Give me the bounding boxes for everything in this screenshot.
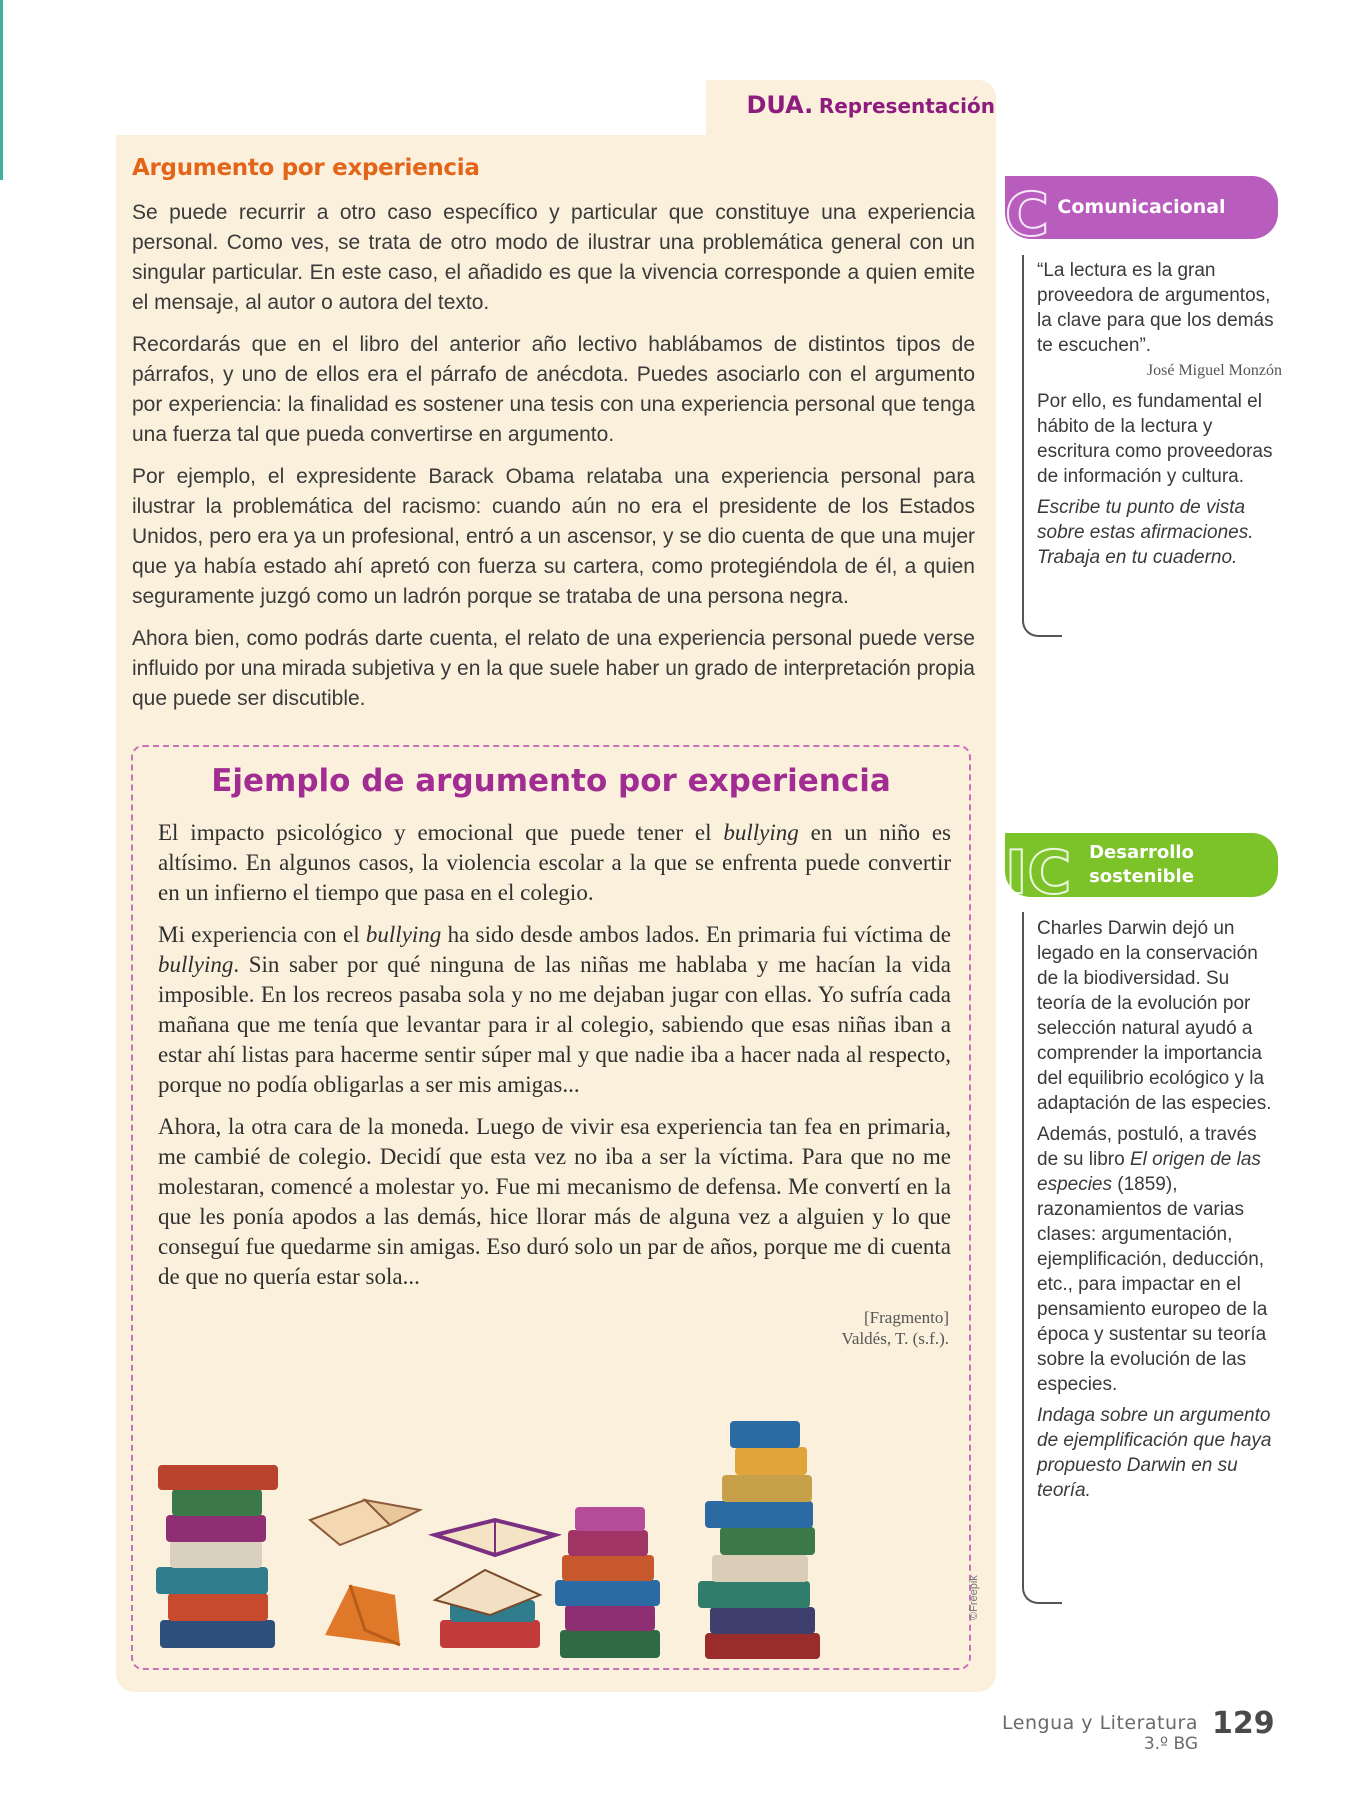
emphasis: bullying: [158, 952, 234, 977]
footer-subject: Lengua y Literatura: [1002, 1712, 1198, 1734]
comunicacional-text: [1037, 258, 1282, 576]
emphasis: bullying: [365, 922, 442, 947]
image-credit: ©Freepik: [968, 1575, 980, 1620]
dua-word: DUA.: [746, 91, 814, 119]
example-paragraph-1: [158, 818, 951, 908]
paragraph-1: Se puede recurrir a otro caso específico y particular que constituye una experiencia personal. Como ves, se trata de otro modo de ilustrar una problemática general con un singular particular. En este caso, el añadido es que la vivencia corresponde a quien emite el mensaje, al autor o autora del texto.: [132, 201, 975, 314]
dua-representation: Representación: [818, 94, 995, 118]
panel-notch: [116, 80, 706, 135]
text-run: (1859), razonamientos de varias clases: argumentación, ejemplificación, deducción, etc., para impactar en el pensamiento europeo de la época y sustentar su teoría sobre la evolución de las especies.: [1037, 1174, 1268, 1395]
ds-paragraph-1: Charles Darwin dejó un legado en la conservación de la biodiversidad. Su teoría de la evolución por selección natural ayudó a comprender la importancia del equilibrio ecológico y la adaptación de las especies.: [1037, 918, 1272, 1114]
example-text: [158, 818, 951, 1304]
fragment-label: [Fragmento]: [864, 1308, 949, 1327]
paragraph-2: Recordarás que en el libro del anterior año lectivo hablábamos de distintos tipos de párrafos, y uno de ellos era el párrafo de anécdota. Puedes asociarlo con el argumento por experiencia: la finalidad es sostener una tesis con una experiencia personal que tenga una fuerza tal que pueda convertirse en argumento.: [132, 333, 975, 446]
desarrollo-letters-icon: IC: [1005, 838, 1072, 908]
page-number: 129: [1212, 1706, 1275, 1741]
book-stack-left-icon: [156, 1465, 278, 1648]
open-book-icon: [310, 1500, 420, 1545]
ds-paragraph-2: [1037, 1122, 1282, 1397]
book-stack-right-icon: [698, 1421, 820, 1659]
citation: Valdés, T. (s.f.).: [841, 1329, 949, 1348]
example-source: [842, 1307, 950, 1349]
main-body-text: [132, 198, 975, 726]
text-run: en un niño es altísimo. En algunos casos, la violencia escolar a la que se enfrenta puede convertir en un infierno el tiempo que pasa en el colegio.: [158, 820, 951, 905]
book-stack-middle-icon: [555, 1507, 660, 1658]
comunicacional-letter-icon: C: [1005, 180, 1050, 250]
emphasis: bullying: [723, 820, 799, 845]
example-title: Ejemplo de argumento por experiencia: [211, 763, 891, 799]
footer-grade: 3.º BG: [1143, 1734, 1198, 1754]
comunicacional-body: Por ello, es fundamental el hábito de la lectura y escritura como proveedoras de información y cultura.: [1037, 391, 1273, 487]
page-edge-accent: [0, 0, 3, 180]
comunicacional-quote: “La lectura es la gran proveedora de argumentos, la clave para que los demás te escuchen”.: [1037, 260, 1274, 356]
open-book-stack-icon: [435, 1570, 540, 1648]
paragraph-3: Por ejemplo, el expresidente Barack Obama relataba una experiencia personal para ilustrar la problemática del racismo: cuando aún no era el presidente de los Estados Unidos, pero era ya un profesional, entró a un ascensor, y se dio cuenta de que una mujer que ya había estado ahí apretó con fuerza su cartera, como protegiéndola de él, a quien seguramente juzgó como un ladrón porque se trataba de una persona negra.: [132, 465, 975, 608]
text-run: . Sin saber por qué ninguna de las niñas me hablaba y me hacían la vida imposible. En los recreos pasaba sola y no me dejaban jugar con ellas. Yo sufría cada mañana que me tenía que levantar para ir al colegio, sabiendo que esas niñas iban a estar ahí listas para hacerme sentir súper mal y que nadie iba a hacer nada al respecto, porque no podía obligarlas a ser mis amigas...: [158, 952, 951, 1097]
dua-label: [746, 91, 995, 119]
open-book-purple-icon: [435, 1520, 555, 1555]
comunicacional-task: Escribe tu punto de vista sobre estas afirmaciones. Trabaja en tu cuaderno.: [1037, 497, 1254, 568]
paragraph-4: Ahora bien, como podrás darte cuenta, el relato de una experiencia personal puede verse influido por una mirada subjetiva y en la que suele haber un grado de interpretación propia que puede ser discutible.: [132, 627, 975, 710]
example-paragraph-3: Ahora, la otra cara de la moneda. Luego de vivir esa experiencia tan fea en primaria, me cambié de colegio. Decidí que esta vez no iba a ser la víctima. Para que no me molestaran, comencé a molestar yo. Fue mi mecanismo de defensa. Me convertí en la que les ponía apodos a las demás, hice llorar más de alguna vez a alguien y lo que conseguí fue quedarme sin amigas. Eso duró solo un par de años, porque me di cuenta de que no quería estar sola...: [158, 1114, 951, 1289]
ds-label-line1: Desarrollo: [1089, 842, 1194, 863]
example-paragraph-2: [158, 920, 951, 1100]
ds-label-line2: sostenible: [1089, 866, 1194, 887]
text-run: El impacto psicológico y emocional que puede tener el: [158, 820, 724, 845]
ds-task: Indaga sobre un argumento de ejemplificación que haya propuesto Darwin en su teoría.: [1037, 1405, 1272, 1501]
books-illustration: [150, 1395, 950, 1665]
quote-author: José Miguel Monzón: [1146, 362, 1282, 379]
section-title: Argumento por experiencia: [132, 155, 480, 181]
comunicacional-label: Comunicacional: [1057, 196, 1226, 218]
book-title: El origen de las especies: [1037, 1149, 1261, 1195]
desarrollo-text: [1037, 916, 1282, 1509]
text-run: ha sido desde ambos lados. En primaria fui víctima de: [441, 922, 951, 947]
tent-book-icon: [325, 1585, 400, 1645]
text-run: Mi experiencia con el: [158, 922, 366, 947]
text-run: Además, postuló, a través de su libro: [1037, 1124, 1257, 1170]
